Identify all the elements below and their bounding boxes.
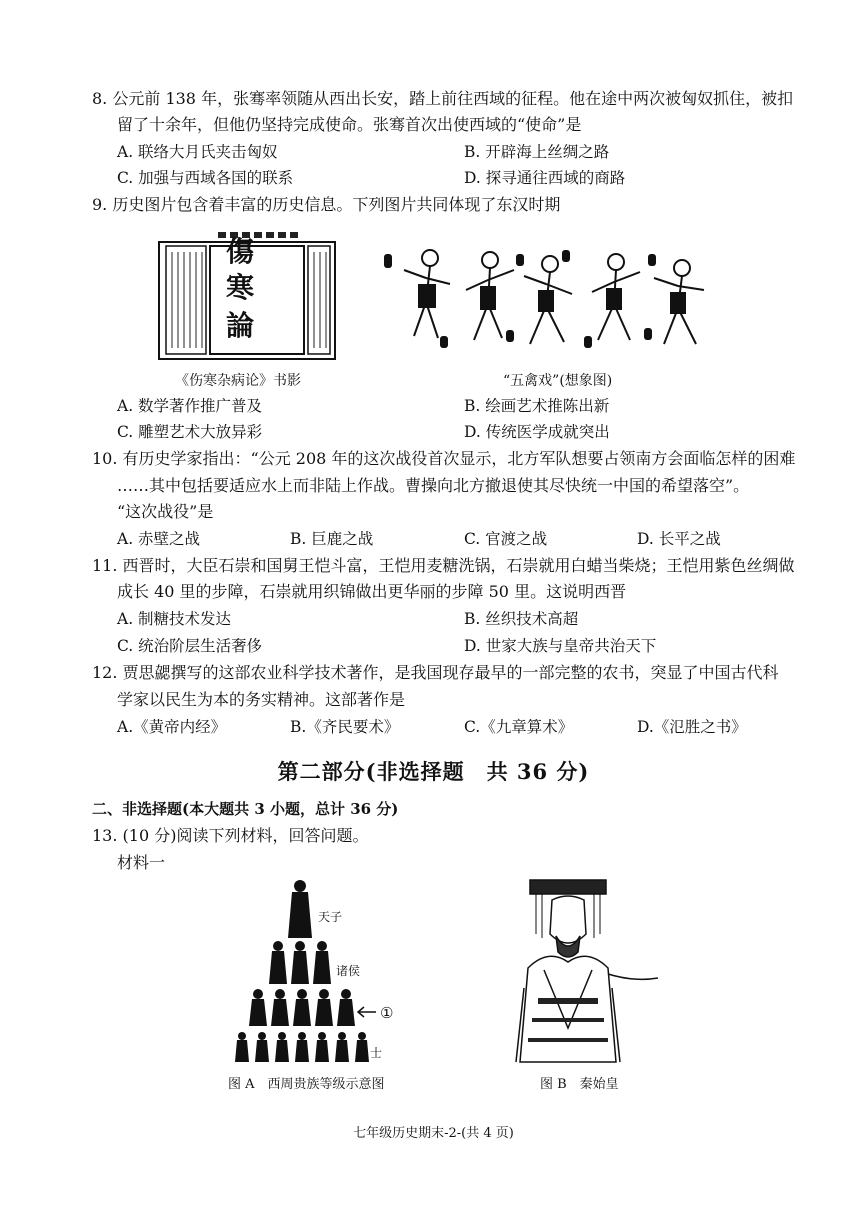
label-shi: 士 <box>370 1046 383 1060</box>
q10-stem-line1: 10. 有历史学家指出：“公元 208 年的这次战役首次显示，北方军队想要占领南方会面临怎样的困难 <box>92 449 796 468</box>
q11-stem-line1: 11. 西晋时，大臣石崇和国舅王恺斗富，王恺用麦糖洗锅，石崇就用白蜡当柴烧；王恺用紫色丝绸做 <box>92 556 795 575</box>
q8-option-b[interactable]: B. 开辟海上丝绸之路 <box>464 143 610 161</box>
q8-option-a[interactable]: A. 联络大月氏夹击匈奴 <box>117 143 278 161</box>
q8-stem-line2: 留了十余年，但他仍坚持完成使命。张骞首次出使西域的“使命”是 <box>117 115 582 134</box>
label-tianzi: 天子 <box>318 910 343 924</box>
q8-stem-line1: 8. 公元前 138 年，张骞率领随从西出长安，踏上前往西域的征程。他在途中两次被匈奴抓住，被扣 <box>92 89 794 108</box>
q10-stem-line3: “这次战役”是 <box>117 502 214 521</box>
q12-option-c[interactable]: C.《九章算术》 <box>464 718 574 736</box>
q11-option-c[interactable]: C. 统治阶层生活奢侈 <box>117 637 263 655</box>
book-title-char-3: 論 <box>226 309 255 342</box>
q13-stem: 13. (10 分)阅读下列材料，回答问题。 <box>92 826 369 845</box>
q10-option-b[interactable]: B. 巨鹿之战 <box>290 530 374 548</box>
caption-figure-a: 图 A 西周贵族等级示意图 <box>228 1077 385 1092</box>
q9-option-c[interactable]: C. 雕塑艺术大放异彩 <box>117 423 263 441</box>
part2-title: 第二部分(非选择题 共 36 分) <box>277 759 590 784</box>
caption-figure-b: 图 B 秦始皇 <box>540 1077 619 1092</box>
five-animals-exercise-figure <box>378 240 718 360</box>
material-one-label: 材料一 <box>117 853 166 872</box>
q9-option-b[interactable]: B. 绘画艺术推陈出新 <box>464 397 610 415</box>
q11-stem-line2: 成长 40 里的步障，石崇就用织锦做出更华丽的步障 50 里。这说明西晋 <box>117 582 627 601</box>
q12-option-b[interactable]: B.《齐民要术》 <box>290 718 400 736</box>
q11-option-d[interactable]: D. 世家大族与皇帝共治天下 <box>464 637 657 655</box>
q9-stem: 9. 历史图片包含着丰富的历史信息。下列图片共同体现了东汉时期 <box>92 195 561 214</box>
book-title-char-1: 傷 <box>226 235 255 268</box>
caption-five-animals: “五禽戏”(想象图) <box>503 373 613 389</box>
q8-option-c[interactable]: C. 加强与西域各国的联系 <box>117 169 294 187</box>
page-footer: 七年级历史期末-2-(共 4 页) <box>353 1126 514 1141</box>
q8-option-d[interactable]: D. 探寻通往西域的商路 <box>464 169 626 187</box>
q9-option-d[interactable]: D. 传统医学成就突出 <box>464 423 610 441</box>
q9-option-a[interactable]: A. 数学著作推广普及 <box>117 397 263 415</box>
figure-b-portrait <box>508 878 668 1063</box>
q10-stem-line2: ……其中包括要适应水上而非陆上作战。曹操向北方撤退使其尽快统一中国的希望落空”。 <box>117 476 750 495</box>
q11-option-b[interactable]: B. 丝织技术高超 <box>464 610 579 628</box>
part2-heading: 二、非选择题(本大题共 3 小题，总计 36 分) <box>92 800 399 818</box>
q12-stem-line2: 学家以民生为本的务实精神。这部著作是 <box>117 690 406 709</box>
q10-option-c[interactable]: C. 官渡之战 <box>464 530 548 548</box>
q12-option-d[interactable]: D.《氾胜之书》 <box>637 718 747 736</box>
label-marker-one: ① <box>380 1004 394 1022</box>
q10-option-d[interactable]: D. 长平之战 <box>637 530 721 548</box>
figure-a-hierarchy <box>228 876 398 1066</box>
caption-book-cover: 《伤寒杂病论》书影 <box>175 373 301 389</box>
q10-option-a[interactable]: A. 赤壁之战 <box>117 530 201 548</box>
q12-stem-line1: 12. 贾思勰撰写的这部农业科学技术著作，是我国现存最早的一部完整的农书，突显了中国古代科 <box>92 663 779 682</box>
label-zhuhou: 诸侯 <box>336 964 361 978</box>
q12-option-a[interactable]: A.《黄帝内经》 <box>117 718 227 736</box>
book-title-char-2: 寒 <box>226 271 255 304</box>
q11-option-a[interactable]: A. 制糖技术发达 <box>117 610 232 628</box>
